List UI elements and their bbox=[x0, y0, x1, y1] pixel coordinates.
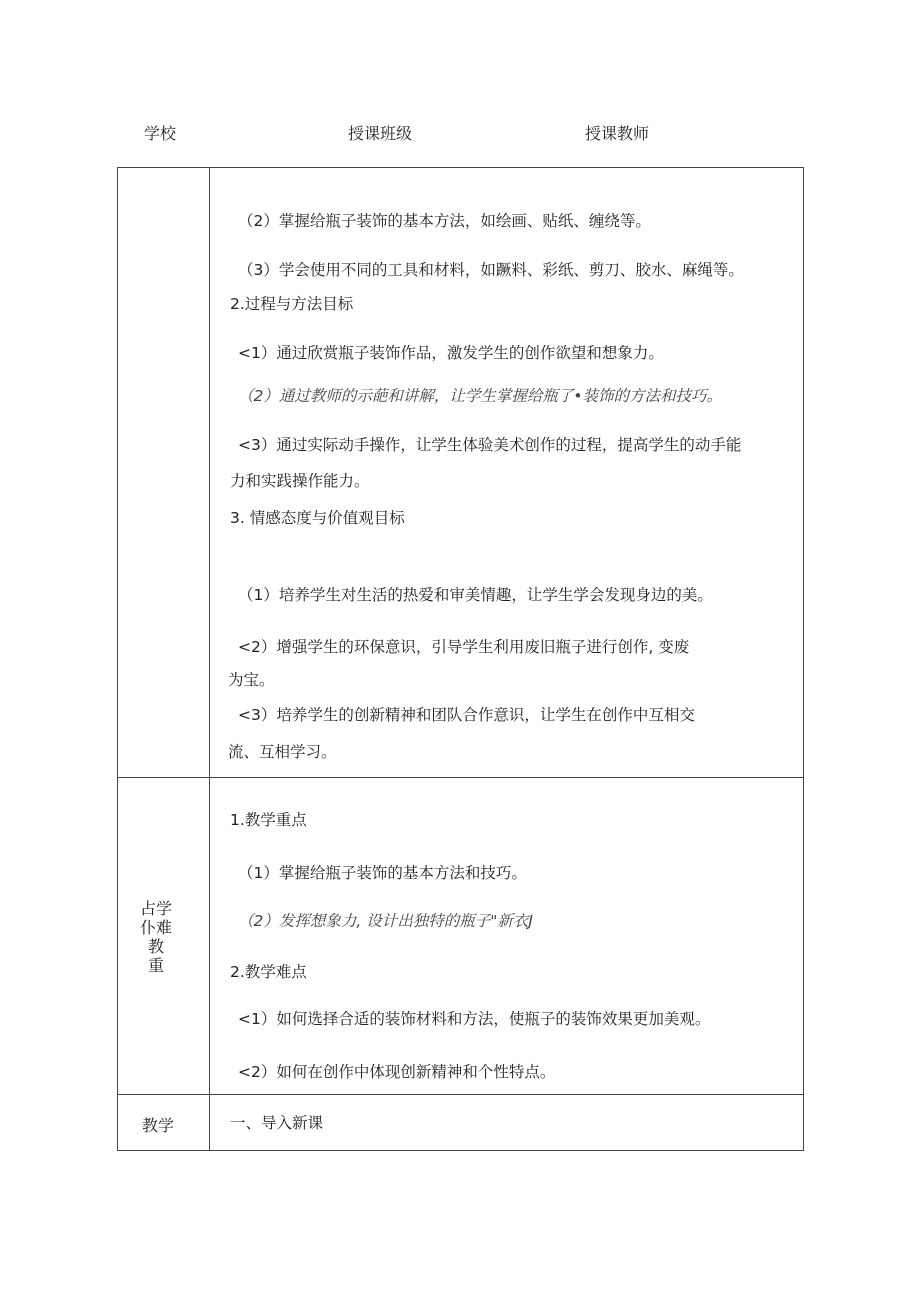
process-row bbox=[118, 1095, 804, 1151]
key-points-label-cell bbox=[118, 778, 210, 1095]
process-goal-item-3: <3）通过实际动手操作，让学生体验美术创作的过程，提高学生的动手能 bbox=[238, 436, 742, 454]
key-points-label-line: 占学 bbox=[140, 899, 173, 918]
process-content-cell bbox=[210, 1095, 804, 1151]
focus-item-1: （1）掌握给瓶子装饰的基本方法和技巧。 bbox=[238, 864, 527, 882]
difficulty-title: 2.教学难点 bbox=[230, 963, 307, 981]
key-points-label bbox=[140, 899, 180, 975]
process-goal-item-1: <1）通过欣赏瓶子装饰作品，激发学生的创作欲望和想象力。 bbox=[238, 344, 664, 362]
focus-title: 1.教学重点 bbox=[230, 811, 307, 829]
teacher-label: 授课教师 bbox=[585, 124, 650, 143]
emotion-goal-title: 3. 情感态度与价值观目标 bbox=[230, 509, 405, 527]
key-points-label-line: 重 bbox=[148, 956, 165, 975]
difficulty-item-2: <2）如何在创作中体现创新精神和个性特点。 bbox=[238, 1063, 556, 1081]
key-points-label-line: 仆难 bbox=[140, 918, 173, 937]
school-label: 学校 bbox=[144, 124, 177, 143]
emotion-goal-item-3: <3）培养学生的创新精神和团队合作意识，让学生在创作中互相交 bbox=[238, 706, 695, 724]
objectives-row bbox=[118, 168, 804, 778]
lesson-plan-table bbox=[117, 167, 804, 1151]
knowledge-item-3: （3）学会使用不同的工具和材料，如蹶料、彩纸、剪刀、胶水、麻绳等。 bbox=[238, 261, 744, 279]
key-points-label-line: 教 bbox=[148, 937, 165, 956]
process-goal-item-2: （2）通过教师的示葩和讲解，让学生掌握给瓶了•装饰的方法和技巧。 bbox=[238, 387, 723, 405]
key-points-row bbox=[118, 778, 804, 1095]
objectives-label-cell bbox=[118, 168, 210, 778]
objectives-content-cell bbox=[210, 168, 804, 778]
knowledge-item-2: （2）掌握给瓶子装饰的基本方法，如绘画、贴纸、缠绕等。 bbox=[238, 212, 651, 230]
key-points-content-cell bbox=[210, 778, 804, 1095]
focus-item-2: （2）发挥想象力, 设计出独特的瓶子"新衣J bbox=[238, 912, 533, 930]
emotion-goal-item-1: （1）培养学生对生活的热爱和审美情趣，让学生学会发现身边的美。 bbox=[238, 586, 713, 604]
emotion-goal-item-2-cont: 为宝。 bbox=[228, 671, 275, 689]
process-label-cell bbox=[118, 1095, 210, 1151]
emotion-goal-item-3-cont: 流、互相学习。 bbox=[228, 743, 337, 761]
class-label: 授课班级 bbox=[348, 124, 413, 143]
process-goal-title: 2.过程与方法目标 bbox=[230, 295, 354, 313]
process-goal-item-3-cont: 力和实践操作能力。 bbox=[230, 472, 370, 490]
difficulty-item-1: <1）如何选择合适的装饰材料和方法，使瓶子的装饰效果更加美观。 bbox=[238, 1010, 711, 1028]
emotion-goal-item-2: <2）增强学生的环保意识，引导学生利用废旧瓶子进行创作, 变废 bbox=[238, 638, 690, 656]
process-first-step: 一、导入新课 bbox=[230, 1114, 324, 1132]
process-label: 教学 bbox=[142, 1116, 175, 1135]
